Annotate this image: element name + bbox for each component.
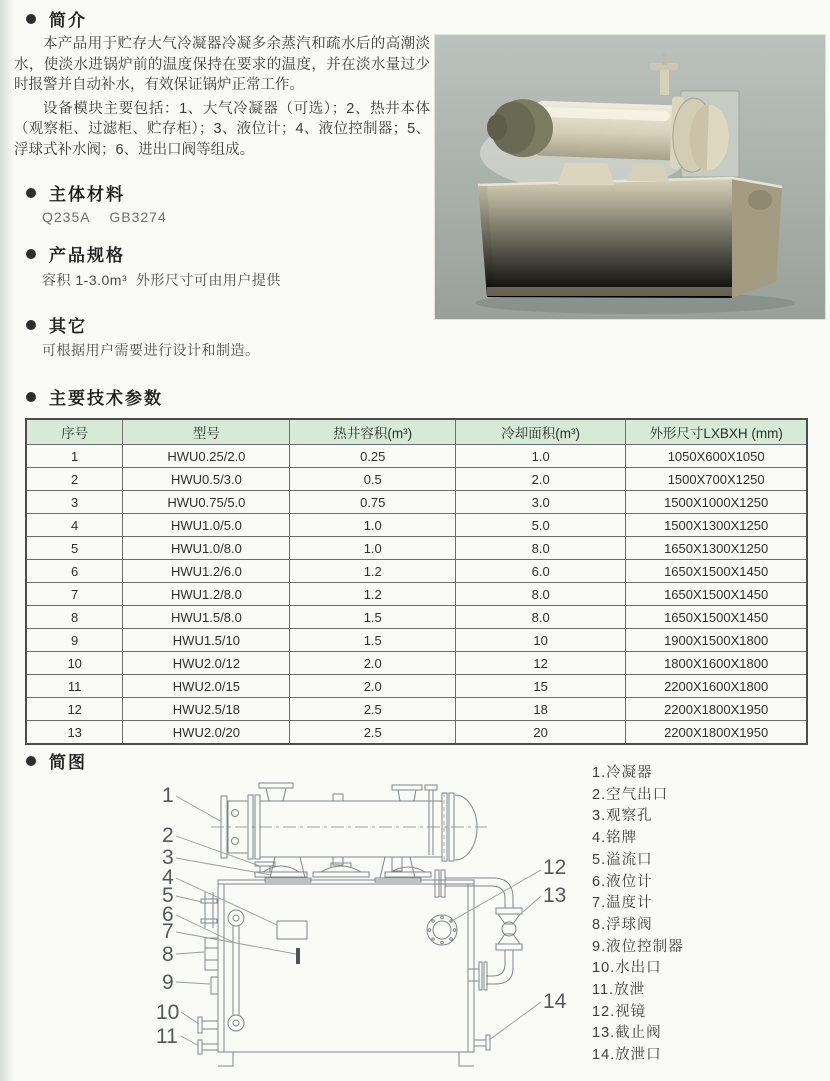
callout-12: 12	[543, 856, 567, 879]
material-body: Q235A GB3274	[42, 209, 167, 225]
cell-area: 12	[456, 652, 626, 675]
callout-13: 13	[543, 884, 567, 907]
cell-volume: 1.0	[290, 514, 456, 537]
table-row	[26, 606, 807, 629]
cell-volume: 0.5	[290, 468, 456, 491]
cell-volume: 0.25	[290, 445, 456, 468]
cell-dimensions: 1500X1300X1250	[626, 514, 807, 537]
callout-8: 8	[162, 943, 174, 966]
photo-tank-front	[478, 178, 732, 298]
callout-leader-lines	[176, 796, 541, 1046]
bullet-icon	[26, 188, 36, 198]
callout-3: 3	[162, 846, 174, 869]
callout-2: 2	[162, 824, 174, 847]
bullet-icon	[26, 320, 36, 330]
product-photo-image	[435, 35, 825, 319]
tank-fittings	[198, 862, 490, 1054]
photo-top-stub	[660, 69, 669, 95]
cell-area: 15	[456, 675, 626, 698]
table-row	[26, 491, 807, 514]
table-row	[26, 537, 807, 560]
legend-item: 8.浮球阀	[592, 916, 653, 933]
column-header-index: 序号	[26, 419, 123, 445]
table-row	[26, 468, 807, 491]
table-row	[26, 698, 807, 721]
column-header-volume: 热井容积(m³)	[290, 419, 456, 445]
intro-paragraph-2: 设备模块主要包括：1、大气冷凝器（可选）；2、热井本体（观察柜、过滤柜、贮存柜）；3、液位计；4、液位控制器；5、浮球式补水阀；6、进出口阀等组成。	[14, 100, 430, 158]
other-title: 其它	[49, 317, 87, 336]
cell-index: 11	[26, 675, 123, 698]
table-row	[26, 560, 807, 583]
cell-model: HWU1.0/8.0	[123, 537, 290, 560]
cell-index: 2	[26, 468, 123, 491]
section-heading-params	[26, 384, 163, 409]
cell-index: 4	[26, 514, 123, 537]
material-title: 主体材料	[49, 185, 125, 204]
legend-item: 4.铭牌	[592, 830, 638, 847]
spec-title: 产品规格	[49, 246, 125, 265]
schematic-diagram	[145, 772, 590, 1078]
diagram-legend	[592, 763, 684, 1067]
callout-5: 5	[162, 884, 174, 907]
cell-dimensions: 1650X1500X1450	[626, 606, 807, 629]
table-row	[26, 629, 807, 652]
section-heading-intro	[26, 6, 87, 31]
legend-item: 11.放泄	[592, 982, 646, 999]
table-header-row	[26, 419, 807, 445]
table-row	[26, 675, 807, 698]
cell-volume: 1.2	[290, 560, 456, 583]
cell-dimensions: 2200X1800X1950	[626, 698, 807, 721]
cell-area: 8.0	[456, 583, 626, 606]
cell-dimensions: 1650X1300X1250	[626, 537, 807, 560]
table-row	[26, 721, 807, 745]
cell-model: HWU0.75/5.0	[123, 491, 290, 514]
legend-item: 5.溢流口	[592, 851, 653, 868]
section-heading-material	[26, 180, 125, 205]
cell-volume: 2.0	[290, 652, 456, 675]
diagram-title: 简图	[49, 753, 87, 772]
cell-index: 9	[26, 629, 123, 652]
legend-item: 2.空气出口	[592, 786, 669, 803]
cell-volume: 1.5	[290, 606, 456, 629]
legend-item: 6.液位计	[592, 873, 653, 890]
callout-9: 9	[162, 971, 174, 994]
cell-index: 5	[26, 537, 123, 560]
diagram-lineart	[198, 783, 522, 1066]
legend-item: 9.液位控制器	[592, 938, 684, 955]
intro-title: 简介	[49, 11, 87, 30]
section-heading-diagram	[26, 748, 87, 773]
tank	[218, 863, 474, 1066]
cell-index: 12	[26, 698, 123, 721]
cell-dimensions: 1900X1500X1800	[626, 629, 807, 652]
cell-model: HWU1.0/5.0	[123, 514, 290, 537]
cell-index: 7	[26, 583, 123, 606]
cell-model: HWU1.2/8.0	[123, 583, 290, 606]
spec-body: 容积 1-3.0m³ 外形尺寸可由用户提供	[42, 272, 281, 288]
cell-area: 8.0	[456, 537, 626, 560]
cell-dimensions: 1650X1500X1450	[626, 583, 807, 606]
cell-area: 8.0	[456, 606, 626, 629]
cell-area: 1.0	[456, 445, 626, 468]
cell-index: 10	[26, 652, 123, 675]
cell-dimensions: 1800X1600X1800	[626, 652, 807, 675]
legend-item: 13.截止阀	[592, 1025, 662, 1042]
cell-volume: 2.0	[290, 675, 456, 698]
table-row	[26, 514, 807, 537]
bullet-icon	[26, 14, 36, 24]
bullet-icon	[26, 756, 36, 766]
cell-volume: 2.5	[290, 698, 456, 721]
cell-index: 13	[26, 721, 123, 745]
cell-model: HWU1.5/8.0	[123, 606, 290, 629]
cell-index: 6	[26, 560, 123, 583]
legend-item: 3.观察孔	[592, 808, 653, 825]
bullet-icon	[26, 249, 36, 259]
cell-area: 20	[456, 721, 626, 745]
cell-volume: 1.2	[290, 583, 456, 606]
product-photo	[434, 34, 826, 320]
legend-item: 10.水出口	[592, 960, 662, 977]
callout-6: 6	[162, 903, 174, 926]
cell-area: 10	[456, 629, 626, 652]
cell-area: 18	[456, 698, 626, 721]
cell-dimensions: 1500X700X1250	[626, 468, 807, 491]
cell-area: 2.0	[456, 468, 626, 491]
intro-paragraph-1: 本产品用于贮存大气冷凝器冷凝多余蒸汽和疏水后的高潮淡水，使淡水进锅炉前的温度保持在要求的温度，并在淡水量过少时报警并自动补水，有效保证锅炉正常工作。	[14, 36, 430, 93]
legend-item: 12.视镜	[592, 1003, 647, 1020]
legend-item: 1.冷凝器	[592, 765, 653, 781]
cell-model: HWU2.0/20	[123, 721, 290, 745]
params-title: 主要技术参数	[49, 389, 163, 408]
technical-parameters-table	[25, 418, 808, 745]
section-heading-spec	[26, 241, 125, 266]
cell-index: 8	[26, 606, 123, 629]
photo-tank-base	[487, 287, 732, 296]
photo-top-stem	[662, 53, 667, 65]
photo-side-boss	[748, 190, 772, 210]
intro-paragraphs	[14, 34, 430, 163]
table-row	[26, 652, 807, 675]
column-header-dimensions: 外形尺寸LXBXH (mm)	[626, 419, 807, 445]
cell-area: 6.0	[456, 560, 626, 583]
callout-7: 7	[162, 920, 174, 943]
cell-index: 1	[26, 445, 123, 468]
schematic-drawing	[145, 772, 590, 1078]
cell-model: HWU2.0/12	[123, 652, 290, 675]
table-row	[26, 583, 807, 606]
photo-saddle-left	[557, 163, 615, 185]
cell-model: HWU0.5/3.0	[123, 468, 290, 491]
legend-item: 7.温度计	[592, 895, 653, 912]
cell-model: HWU1.2/6.0	[123, 560, 290, 583]
cell-volume: 1.5	[290, 629, 456, 652]
callout-14: 14	[543, 990, 567, 1013]
cell-model: HWU0.25/2.0	[123, 445, 290, 468]
other-body: 可根据用户需要进行设计和制造。	[42, 342, 260, 358]
callout-1: 1	[162, 784, 174, 807]
cell-volume: 0.75	[290, 491, 456, 514]
cell-dimensions: 1500X1000X1250	[626, 491, 807, 514]
cell-area: 5.0	[456, 514, 626, 537]
table-body	[26, 445, 807, 745]
callout-11: 11	[156, 1025, 178, 1048]
cell-model: HWU2.0/15	[123, 675, 290, 698]
cell-model: HWU1.5/10	[123, 629, 290, 652]
callout-10: 10	[156, 1001, 180, 1024]
bullet-icon	[26, 392, 36, 402]
cell-volume: 2.5	[290, 721, 456, 745]
cell-dimensions: 2200X1600X1800	[626, 675, 807, 698]
cell-volume: 1.0	[290, 537, 456, 560]
photo-saddle-right	[627, 163, 669, 181]
cell-area: 3.0	[456, 491, 626, 514]
cell-dimensions: 1650X1500X1450	[626, 560, 807, 583]
cell-dimensions: 1050X600X1050	[626, 445, 807, 468]
legend-item: 14.放泄口	[592, 1047, 662, 1064]
column-header-model: 型号	[123, 419, 290, 445]
column-header-area: 冷却面积(m³)	[456, 419, 626, 445]
cell-dimensions: 2200X1800X1950	[626, 721, 807, 745]
section-heading-other	[26, 312, 87, 337]
callout-4: 4	[162, 866, 174, 889]
cell-model: HWU2.5/18	[123, 698, 290, 721]
table-row	[26, 445, 807, 468]
cell-index: 3	[26, 491, 123, 514]
